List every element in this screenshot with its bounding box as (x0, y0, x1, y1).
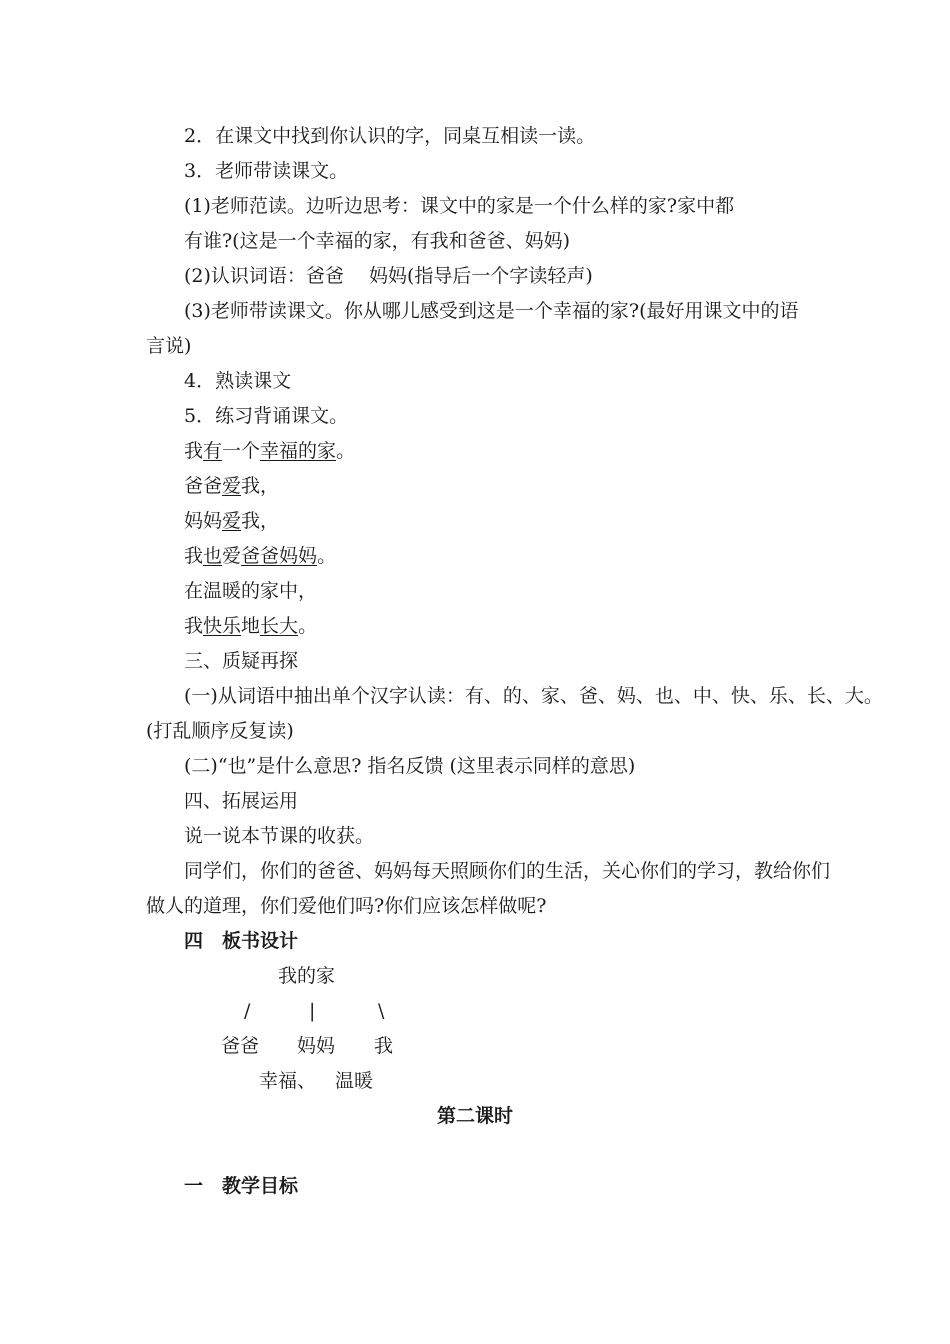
poem-underlined: 快乐 (203, 615, 242, 637)
step-3-3-line1: (3)老师带读课文。你从哪儿感受到这是一个幸福的家?(最好用课文中的语 (184, 300, 799, 322)
poem-underlined: 爱 (222, 475, 242, 497)
step-4: 4．熟读课文 (184, 370, 292, 392)
lesson-2-section-1: 一 教学目标 (184, 1175, 299, 1197)
board-node-baba: 爸爸 (221, 1035, 260, 1057)
poem-line-2 (184, 474, 279, 498)
section-4-s1: 说一说本节课的收获。 (184, 825, 375, 847)
section-3-a-line2: (打乱顺序反复读) (146, 720, 294, 742)
board-branch-mid: | (309, 1000, 316, 1022)
step-5: 5．练习背诵课文。 (184, 405, 349, 427)
poem-underlined: 爱 (222, 510, 242, 532)
poem-line-1 (184, 439, 355, 463)
poem-line-4 (184, 544, 336, 568)
section-4-s3: 做人的道理，你们爱他们吗?你们应该怎样做呢? (146, 895, 547, 917)
lesson-2-title: 第二课时 (436, 1105, 513, 1127)
section-4-s2: 同学们，你们的爸爸、妈妈每天照顾你们的生活，关心你们的学习，教给你们 (184, 860, 831, 882)
board-title: 我的家 (278, 965, 336, 987)
poem-text: 一个 (222, 440, 261, 462)
poem-text: 爸爸 (184, 475, 223, 497)
step-3-3-line2: 言说) (146, 335, 192, 357)
step-2: 2．在课文中找到你认识的字，同桌互相读一读。 (184, 125, 596, 147)
board-node-me: 我 (374, 1035, 394, 1057)
poem-underlined: 幸福的家 (260, 440, 337, 462)
board-branch-right: \ (378, 1000, 385, 1022)
poem-underlined: 也 (203, 545, 223, 567)
section-4-title: 四、拓展运用 (184, 790, 299, 812)
poem-underlined: 有 (203, 440, 223, 462)
step-3-2: (2)认识词语：爸爸 妈妈(指导后一个字读轻声) (184, 265, 593, 287)
poem-text: 地 (241, 615, 261, 637)
poem-underlined: 爸爸妈妈 (241, 545, 318, 567)
section-3-title: 三、质疑再探 (184, 650, 299, 672)
poem-text: 我， (241, 475, 280, 497)
poem-underlined: 长大 (260, 615, 299, 637)
board-branch-left: / (244, 1000, 251, 1022)
section-3-b: (二)“也”是什么意思? 指名反馈 (这里表示同样的意思) (184, 755, 636, 777)
poem-line-6 (184, 614, 317, 638)
poem-text: 我 (184, 615, 204, 637)
step-3-1-line2: 有谁?(这是一个幸福的家，有我和爸爸、妈妈) (184, 230, 571, 252)
poem-line-5: 在温暖的家中， (184, 580, 318, 602)
board-node-wennuan: 温暖 (335, 1070, 374, 1092)
board-heading: 四 板书设计 (184, 930, 299, 952)
poem-line-3 (184, 509, 279, 533)
board-node-mama: 妈妈 (297, 1035, 336, 1057)
poem-text: 。 (317, 545, 337, 567)
poem-text: 我 (184, 545, 204, 567)
poem-text: 。 (298, 615, 318, 637)
poem-text: 妈妈 (184, 510, 223, 532)
poem-text: 爱 (222, 545, 242, 567)
step-3: 3．老师带读课文。 (184, 160, 349, 182)
poem-text: 我， (241, 510, 280, 532)
poem-text: 我 (184, 440, 204, 462)
poem-text: 。 (336, 440, 356, 462)
section-3-a-line1: (一)从词语中抽出单个汉字认读：有、的、家、爸、妈、也、中、快、乐、长、大。 (184, 685, 883, 707)
step-3-1-line1: (1)老师范读。边听边思考：课文中的家是一个什么样的家?家中都 (184, 195, 735, 217)
board-node-xingfu: 幸福、 (259, 1070, 317, 1092)
